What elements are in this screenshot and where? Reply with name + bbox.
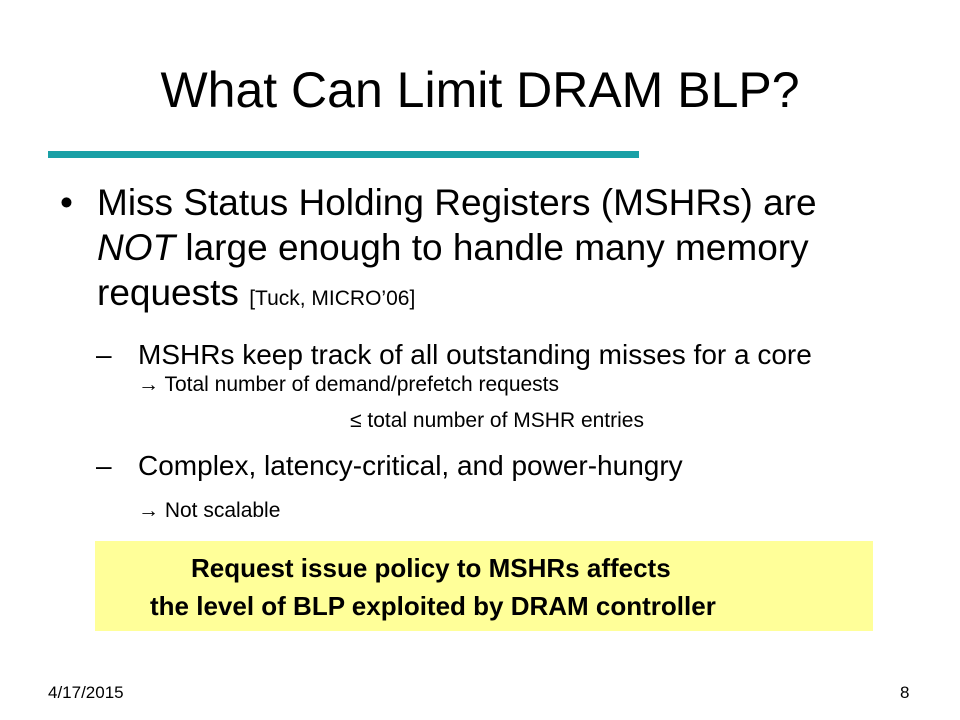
- subpoint-text: MSHRs keep track of all outstanding misses for a core: [138, 339, 812, 370]
- footer-date: 4/17/2015: [48, 683, 124, 702]
- bullet-text-part2: large enough to handle many memory requests: [97, 227, 809, 313]
- bullet-emphasis: NOT: [97, 227, 176, 268]
- note-total-requests: → Total number of demand/prefetch requests: [138, 373, 560, 396]
- subpoint-dash: –: [96, 450, 112, 481]
- main-bullet: [60, 180, 890, 321]
- subpoint-dash: –: [96, 339, 112, 370]
- callout-line-2: the level of BLP exploited by DRAM controller: [150, 591, 716, 621]
- citation: [Tuck, MICRO’06]: [249, 287, 416, 310]
- callout-line-1: Request issue policy to MSHRs affects: [191, 553, 671, 583]
- bullet-text: [97, 180, 890, 321]
- subpoint-mshr-tracking: [96, 338, 812, 372]
- title-underline: [48, 151, 639, 158]
- slide-title: What Can Limit DRAM BLP?: [160, 62, 800, 118]
- subpoint-text: Complex, latency-critical, and power-hungry: [138, 450, 683, 481]
- bullet-text-part1: Miss Status Holding Registers (MSHRs) are: [97, 182, 817, 223]
- subpoint-complexity: [96, 449, 683, 483]
- note-mshr-entries: ≤ total number of MSHR entries: [350, 409, 644, 432]
- note-not-scalable: → Not scalable: [138, 499, 281, 522]
- callout-box: [95, 541, 873, 631]
- footer-page-number: 8: [900, 683, 910, 702]
- bullet-marker: •: [60, 182, 73, 223]
